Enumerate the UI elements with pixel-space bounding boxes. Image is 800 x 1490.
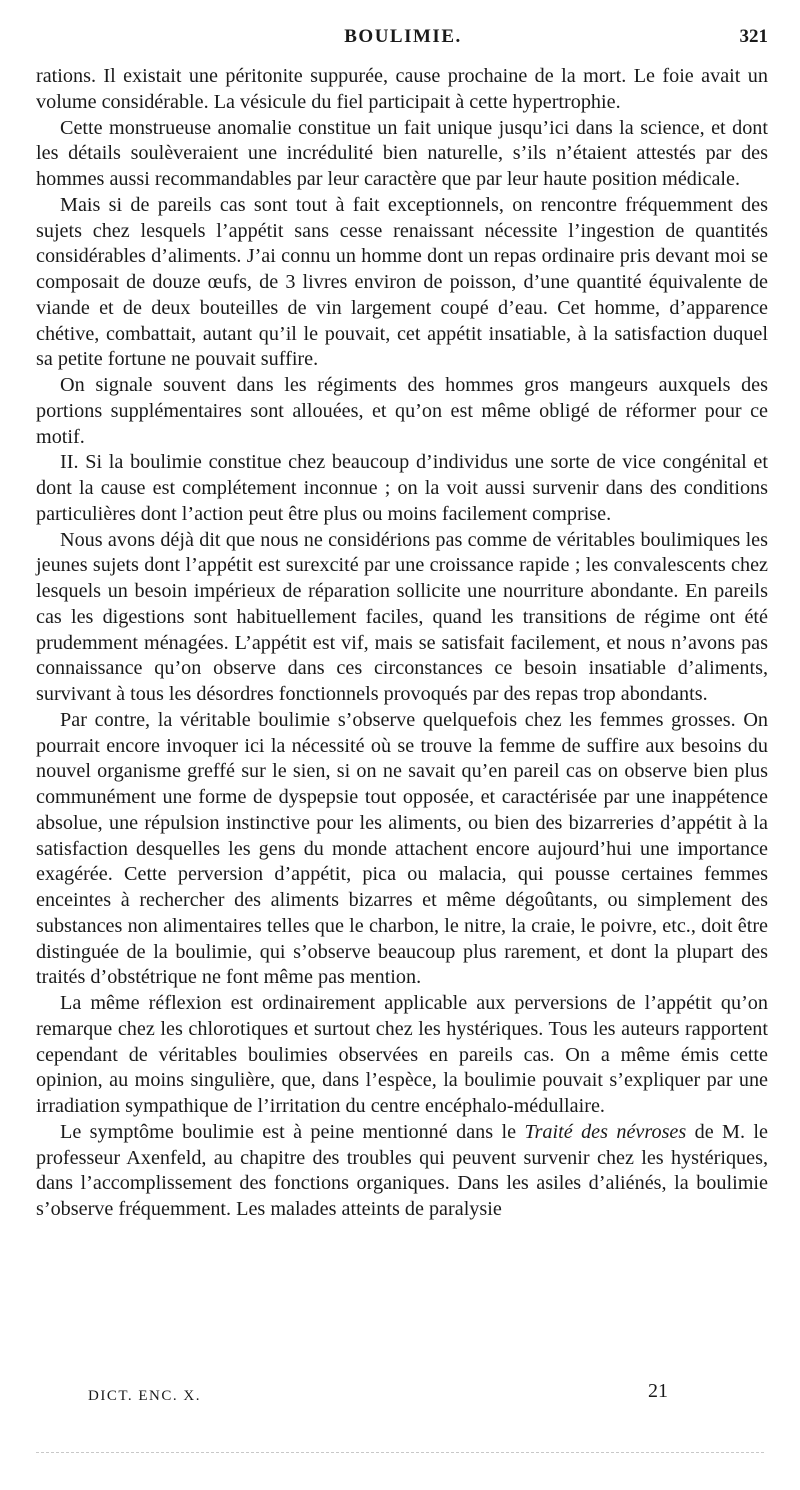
signature-number: 21 xyxy=(648,1380,668,1402)
paragraph: La même réflexion est ordinairement applicable aux perversions de l’appétit qu’on remarque chez les chlorotiques et surtout chez les hystériques. Tous les auteurs rapportent cependant de véritables boulimies observées en pareils cas. On a même émis cette opinion, au moins singulière, que, dans l’espèce, la boulimie pouvait s’expliquer par une irradiation sympathique de l’irritation du centre encéphalo-médullaire. xyxy=(36,992,768,1117)
paragraph-section-ii: II. Si la boulimie constitue chez beaucoup d’individus une sorte de vice congénital et dont la cause est complétement inconnue ; on la voit aussi survenir dans des conditions particulières dont l’action peut être plus ou moins facilement comprise. xyxy=(36,451,768,525)
book-title: Traité des névroses xyxy=(524,1120,687,1143)
paragraph: Nous avons déjà dit que nous ne considérions pas comme de véritables boulimiques les jeunes sujets dont l’appétit est surexcité par une croissance rapide ; les convalescents chez lesquels un besoin impérieux de réparation sollicite une nourriture abondante. En pareils cas les digestions sont habituellement faciles, quand les transitions de régime ont été prudemment ménagées. L’appétit est vif, mais se satisfait facilement, et nous n’avons pas connaissance qu’on observe dans ces circonstances ce besoin insatiable d’aliments, survivant à tous les désordres fonctionnels provoqués par des repas trop abondants. xyxy=(36,528,768,705)
bottom-rule xyxy=(36,1452,764,1453)
text-run: de M. le professeur Axenfeld, au chapitre des troubles qui peuvent survenir chez les hystériques, dans l’accomplissement des fonctions organiques. Dans les asiles d’aliénés, la boulimie s’observe fréquemment. Les malades atteints de paralysie xyxy=(36,1120,768,1220)
page-header xyxy=(36,26,770,56)
paragraph: On signale souvent dans les régiments des hommes gros mangeurs auxquels des portions supplémentaires sont allouées, et qu’on est même obligé de réformer pour ce motif. xyxy=(36,374,768,448)
text-run: Le symptôme boulimie est à peine mentionné dans le xyxy=(60,1120,525,1143)
paragraph: Cette monstrueuse anomalie constitue un fait unique jusqu’ici dans la science, et dont les détails soulèveraient une incrédulité bien naturelle, s’ils n’étaient attestés par des hommes aussi recommandables par leur caractère que par leur haute position médicale. xyxy=(36,116,768,190)
paragraph: Mais si de pareils cas sont tout à fait exceptionnels, on rencontre fréquemment des sujets chez lesquels l’appétit sans cesse renaissant nécessite l’ingestion de quantités considérables d’aliments. J’ai connu un homme dont un repas ordinaire pris devant moi se composait de douze œufs, de 3 livres environ de poisson, d’une quantité équivalente de viande et de deux bouteilles de vin largement coupé d’eau. Cet homme, d’apparence chétive, combattait, autant qu’il le pouvait, cet appétit insatiable, à la satisfaction duquel sa petite fortune ne pouvait suffire. xyxy=(36,193,768,371)
page-number: 321 xyxy=(739,26,768,47)
body-text xyxy=(36,64,768,1223)
printer-signature: DICT. ENC. X. xyxy=(88,1388,201,1404)
page-footer xyxy=(36,1380,770,1410)
paragraph-last xyxy=(36,1120,768,1223)
paragraph: rations. Il existait une péritonite suppurée, cause prochaine de la mort. Le foie avait un volume considérable. La vésicule du fiel participait à cette hypertrophie. xyxy=(36,65,768,113)
paragraph: Par contre, la véritable boulimie s’observe quelquefois chez les femmes grosses. On pourrait encore invoquer ici la nécessité où se trouve la femme de suffire aux besoins du nouvel organisme greffé sur le sien, si on ne savait qu’en pareil cas on observe bien plus communément une forme de dyspepsie tout opposée, et caractérisée par une inappétence absolue, une répulsion instinctive pour les aliments, ou bien des bizarreries d’appétit à la satisfaction desquelles les gens du monde attachent encore aujourd’hui une importance exagérée. Cette perversion d’appétit, pica ou malacia, qui pousse certaines femmes enceintes à rechercher des aliments bizarres et même dégoûtants, ou simplement des substances non alimentaires telles que le charbon, le nitre, la craie, le poivre, etc., doit être distinguée de la boulimie, qui s’observe beaucoup plus rarement, et dont la plupart des traités d’obstétrique ne font même pas mention. xyxy=(36,708,768,989)
running-title: BOULIMIE. xyxy=(344,26,462,47)
